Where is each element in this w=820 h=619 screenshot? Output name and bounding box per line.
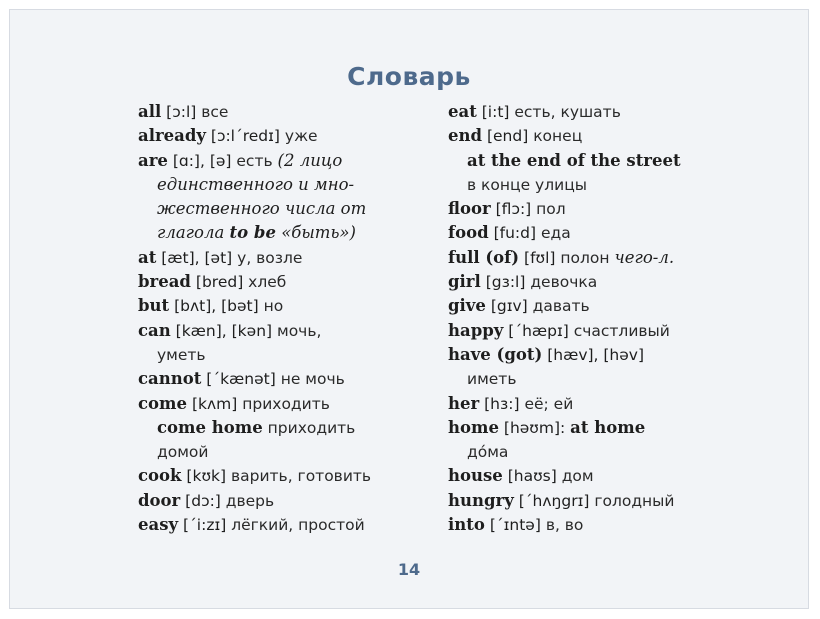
page-title: Словарь xyxy=(347,62,471,91)
transcription: [fʊl] xyxy=(519,248,561,267)
translation: девочка xyxy=(530,273,598,292)
dictionary-entry-line xyxy=(138,173,438,197)
dictionary-entry-line xyxy=(448,513,793,537)
dictionary-entry-line xyxy=(448,489,793,513)
dictionary-entry-line xyxy=(138,270,438,294)
transcription: [i:t] xyxy=(476,103,515,121)
headword: bread xyxy=(138,272,191,292)
headword: come xyxy=(138,393,188,413)
translation: хлеб xyxy=(248,273,287,292)
translation: её; ей xyxy=(524,394,574,413)
headword: happy xyxy=(448,320,504,340)
headword: door xyxy=(138,490,181,510)
transcription: [ˊɪntə] xyxy=(484,516,546,535)
headword: her xyxy=(448,393,480,413)
transcription: [æt], [ət] xyxy=(156,248,238,267)
dictionary-entry-line xyxy=(138,221,438,245)
transcription: [fu:d] xyxy=(488,224,541,243)
page-number: 14 xyxy=(397,560,421,579)
dictionary-entry-line xyxy=(138,343,438,367)
headword: house xyxy=(448,466,503,486)
translation: конец xyxy=(533,127,583,146)
dictionary-entry-line xyxy=(138,440,438,464)
transcription: [gɜ:l] xyxy=(480,273,531,292)
translation: в конце улицы xyxy=(467,175,587,194)
translation: до́ма xyxy=(467,443,509,462)
headword: are xyxy=(138,150,168,170)
dictionary-entry-line xyxy=(448,294,793,318)
dictionary-entry-line xyxy=(448,100,793,124)
transcription: [hɜ:] xyxy=(479,394,525,413)
dictionary-entry-line xyxy=(448,343,793,367)
headword: come home xyxy=(157,417,263,437)
dictionary-page xyxy=(9,9,809,609)
headword: have (got) xyxy=(448,344,543,364)
transcription: [həʊm]: xyxy=(498,418,571,437)
italic-note: глагола xyxy=(157,223,230,243)
dictionary-entry-line xyxy=(138,464,438,488)
translation: все xyxy=(201,103,229,121)
translation: уметь xyxy=(157,345,206,364)
headword: can xyxy=(138,320,171,340)
italic-note: «быть») xyxy=(275,223,356,243)
translation: иметь xyxy=(467,370,517,389)
transcription: [ˊi:zɪ] xyxy=(178,516,232,535)
headword: food xyxy=(448,223,489,243)
transcription: [bred] xyxy=(190,273,249,292)
transcription: [gɪv] xyxy=(485,297,533,316)
dictionary-entry-line xyxy=(448,392,793,416)
dictionary-entry-line xyxy=(138,294,438,318)
dictionary-entry-line xyxy=(138,367,438,391)
dictionary-entry-line xyxy=(448,270,793,294)
headword: but xyxy=(138,296,170,316)
transcription: [end] xyxy=(482,127,534,146)
transcription: [dɔ:] xyxy=(180,491,226,510)
transcription: [bʌt], [bət] xyxy=(169,297,264,316)
translation: есть, кушать xyxy=(514,103,621,121)
dictionary-entry-line xyxy=(448,197,793,221)
left-column xyxy=(138,100,438,537)
headword: at xyxy=(138,247,157,267)
dictionary-entry-line xyxy=(448,440,793,464)
headword: give xyxy=(448,296,486,316)
italic-note: единственного и мно- xyxy=(157,174,355,194)
transcription: [haʊs] xyxy=(502,467,562,486)
translation: у, возле xyxy=(237,248,303,267)
dictionary-entry-line xyxy=(448,319,793,343)
headword: floor xyxy=(448,199,491,219)
translation: давать xyxy=(532,297,590,316)
translation: есть xyxy=(236,151,278,170)
dictionary-entry-line xyxy=(138,149,438,173)
translation: но xyxy=(263,297,284,316)
headword: cannot xyxy=(138,369,202,389)
dictionary-entry-line xyxy=(448,246,793,270)
headword: full (of) xyxy=(448,247,520,267)
translation: уже xyxy=(284,127,318,146)
transcription: [flɔ:] xyxy=(490,200,537,219)
dictionary-entry-line xyxy=(138,246,438,270)
transcription: [ˊhæpɪ] xyxy=(503,321,574,340)
transcription: [ɔ:l] xyxy=(161,103,202,121)
translation: мочь, xyxy=(277,321,322,340)
headword: eat xyxy=(448,102,477,121)
dictionary-entry-line xyxy=(138,100,438,124)
translation: пол xyxy=(536,200,566,219)
headword: hungry xyxy=(448,490,514,510)
translation: голодный xyxy=(594,491,675,510)
translation: лёгкий, простой xyxy=(231,516,365,535)
dictionary-entry-line xyxy=(138,416,438,440)
transcription: [ˊkænət] xyxy=(201,370,281,389)
dictionary-entry-line xyxy=(138,392,438,416)
dictionary-entry-line xyxy=(138,124,438,148)
translation: домой xyxy=(157,443,209,462)
dictionary-entry-line xyxy=(448,149,793,173)
dictionary-entry-line xyxy=(448,221,793,245)
dictionary-entry-line xyxy=(448,416,793,440)
transcription: [hæv], [həv] xyxy=(542,345,645,364)
translation: в, во xyxy=(545,516,584,535)
dictionary-entry-line xyxy=(448,124,793,148)
headword: cook xyxy=(138,466,182,486)
headword: at the end of the street xyxy=(467,150,681,170)
headword: girl xyxy=(448,272,481,292)
dictionary-entry-line xyxy=(448,173,793,197)
translation: варить, готовить xyxy=(230,467,372,486)
transcription: [ˊhʌŋgrɪ] xyxy=(513,491,595,510)
headword: home xyxy=(448,417,499,437)
transcription: [kʌm] xyxy=(187,394,243,413)
transcription: [ɔ:lˊredɪ] xyxy=(205,127,285,146)
headword: at home xyxy=(570,417,646,437)
headword: easy xyxy=(138,515,179,535)
italic-note: to be xyxy=(229,223,276,243)
headword: already xyxy=(138,126,206,146)
translation: приходить xyxy=(262,418,356,437)
dictionary-entry-line xyxy=(448,464,793,488)
italic-note: (2 лицо xyxy=(277,150,343,170)
headword: end xyxy=(448,126,483,146)
dictionary-entry-line xyxy=(138,513,438,537)
transcription: [ɑ:], [ə] xyxy=(167,151,237,170)
right-column xyxy=(448,100,793,537)
transcription: [kæn], [kən] xyxy=(170,321,277,340)
italic-note: чего-л. xyxy=(614,247,675,267)
translation: дверь xyxy=(225,491,275,510)
italic-note: жественного числа от xyxy=(157,199,367,219)
translation: еда xyxy=(540,224,571,243)
headword: all xyxy=(138,102,162,121)
translation: дом xyxy=(561,467,594,486)
dictionary-entry-line xyxy=(138,319,438,343)
translation: полон xyxy=(560,248,615,267)
transcription: [kʊk] xyxy=(181,467,231,486)
dictionary-entry-line xyxy=(448,367,793,391)
headword: into xyxy=(448,515,485,535)
translation: не мочь xyxy=(280,370,345,389)
translation: счастливый xyxy=(573,321,670,340)
dictionary-entry-line xyxy=(138,489,438,513)
dictionary-entry-line xyxy=(138,197,438,221)
translation: приходить xyxy=(242,394,330,413)
